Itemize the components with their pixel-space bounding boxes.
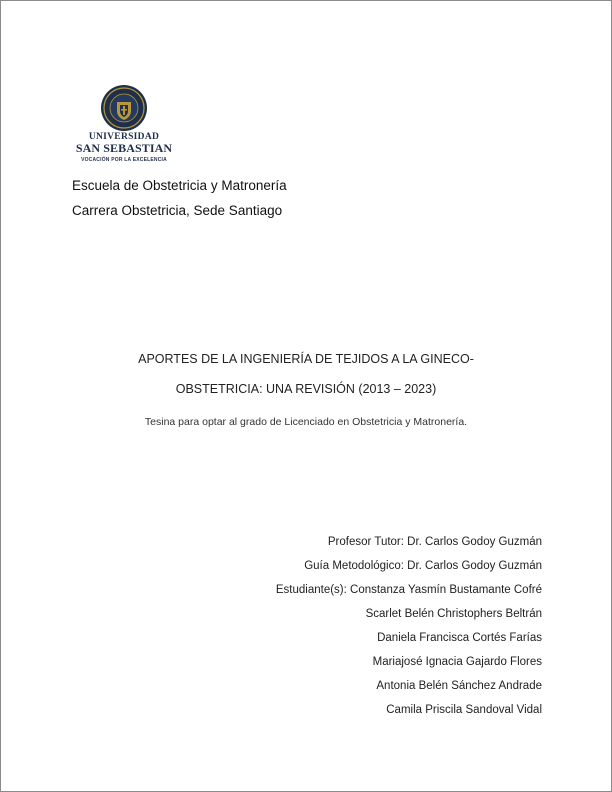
credit-student: Daniela Francisca Cortés Farías	[377, 632, 542, 644]
thesis-subtitle: Tesina para optar al grado de Licenciado en Obstetricia y Matronería.	[144, 416, 468, 428]
credits-block	[202, 535, 542, 727]
credit-student: Mariajosé Ignacia Gajardo Flores	[372, 656, 542, 668]
university-seal-icon	[100, 84, 148, 132]
thesis-title-line-1: APORTES DE LA INGENIERÍA DE TEJIDOS A LA GINECO-	[138, 352, 474, 366]
credit-students: Estudiante(s): Constanza Yasmín Bustamante Cofré	[275, 584, 542, 596]
logo-tagline-text: VOCACIÓN POR LA EXCELENCIA	[81, 157, 167, 163]
credit-student: Scarlet Belén Christophers Beltrán	[365, 608, 542, 620]
credit-student: Camila Priscila Sandoval Vidal	[386, 704, 542, 716]
university-logo	[72, 82, 180, 166]
thesis-title-line-2: OBSTETRICIA: UNA REVISIÓN (2013 – 2023)	[175, 382, 437, 396]
logo-name-text: SAN SEBASTIAN	[75, 141, 173, 155]
credit-methodological-guide: Guía Metodológico: Dr. Carlos Godoy Guzmán	[304, 560, 542, 572]
school-name: Escuela de Obstetricia y Matronería	[72, 178, 287, 193]
credit-tutor: Profesor Tutor: Dr. Carlos Godoy Guzmán	[327, 536, 542, 548]
program-name: Carrera Obstetricia, Sede Santiago	[72, 203, 283, 218]
credit-student: Antonia Belén Sánchez Andrade	[376, 680, 542, 692]
logo-university-text: UNIVERSIDAD	[88, 132, 160, 142]
